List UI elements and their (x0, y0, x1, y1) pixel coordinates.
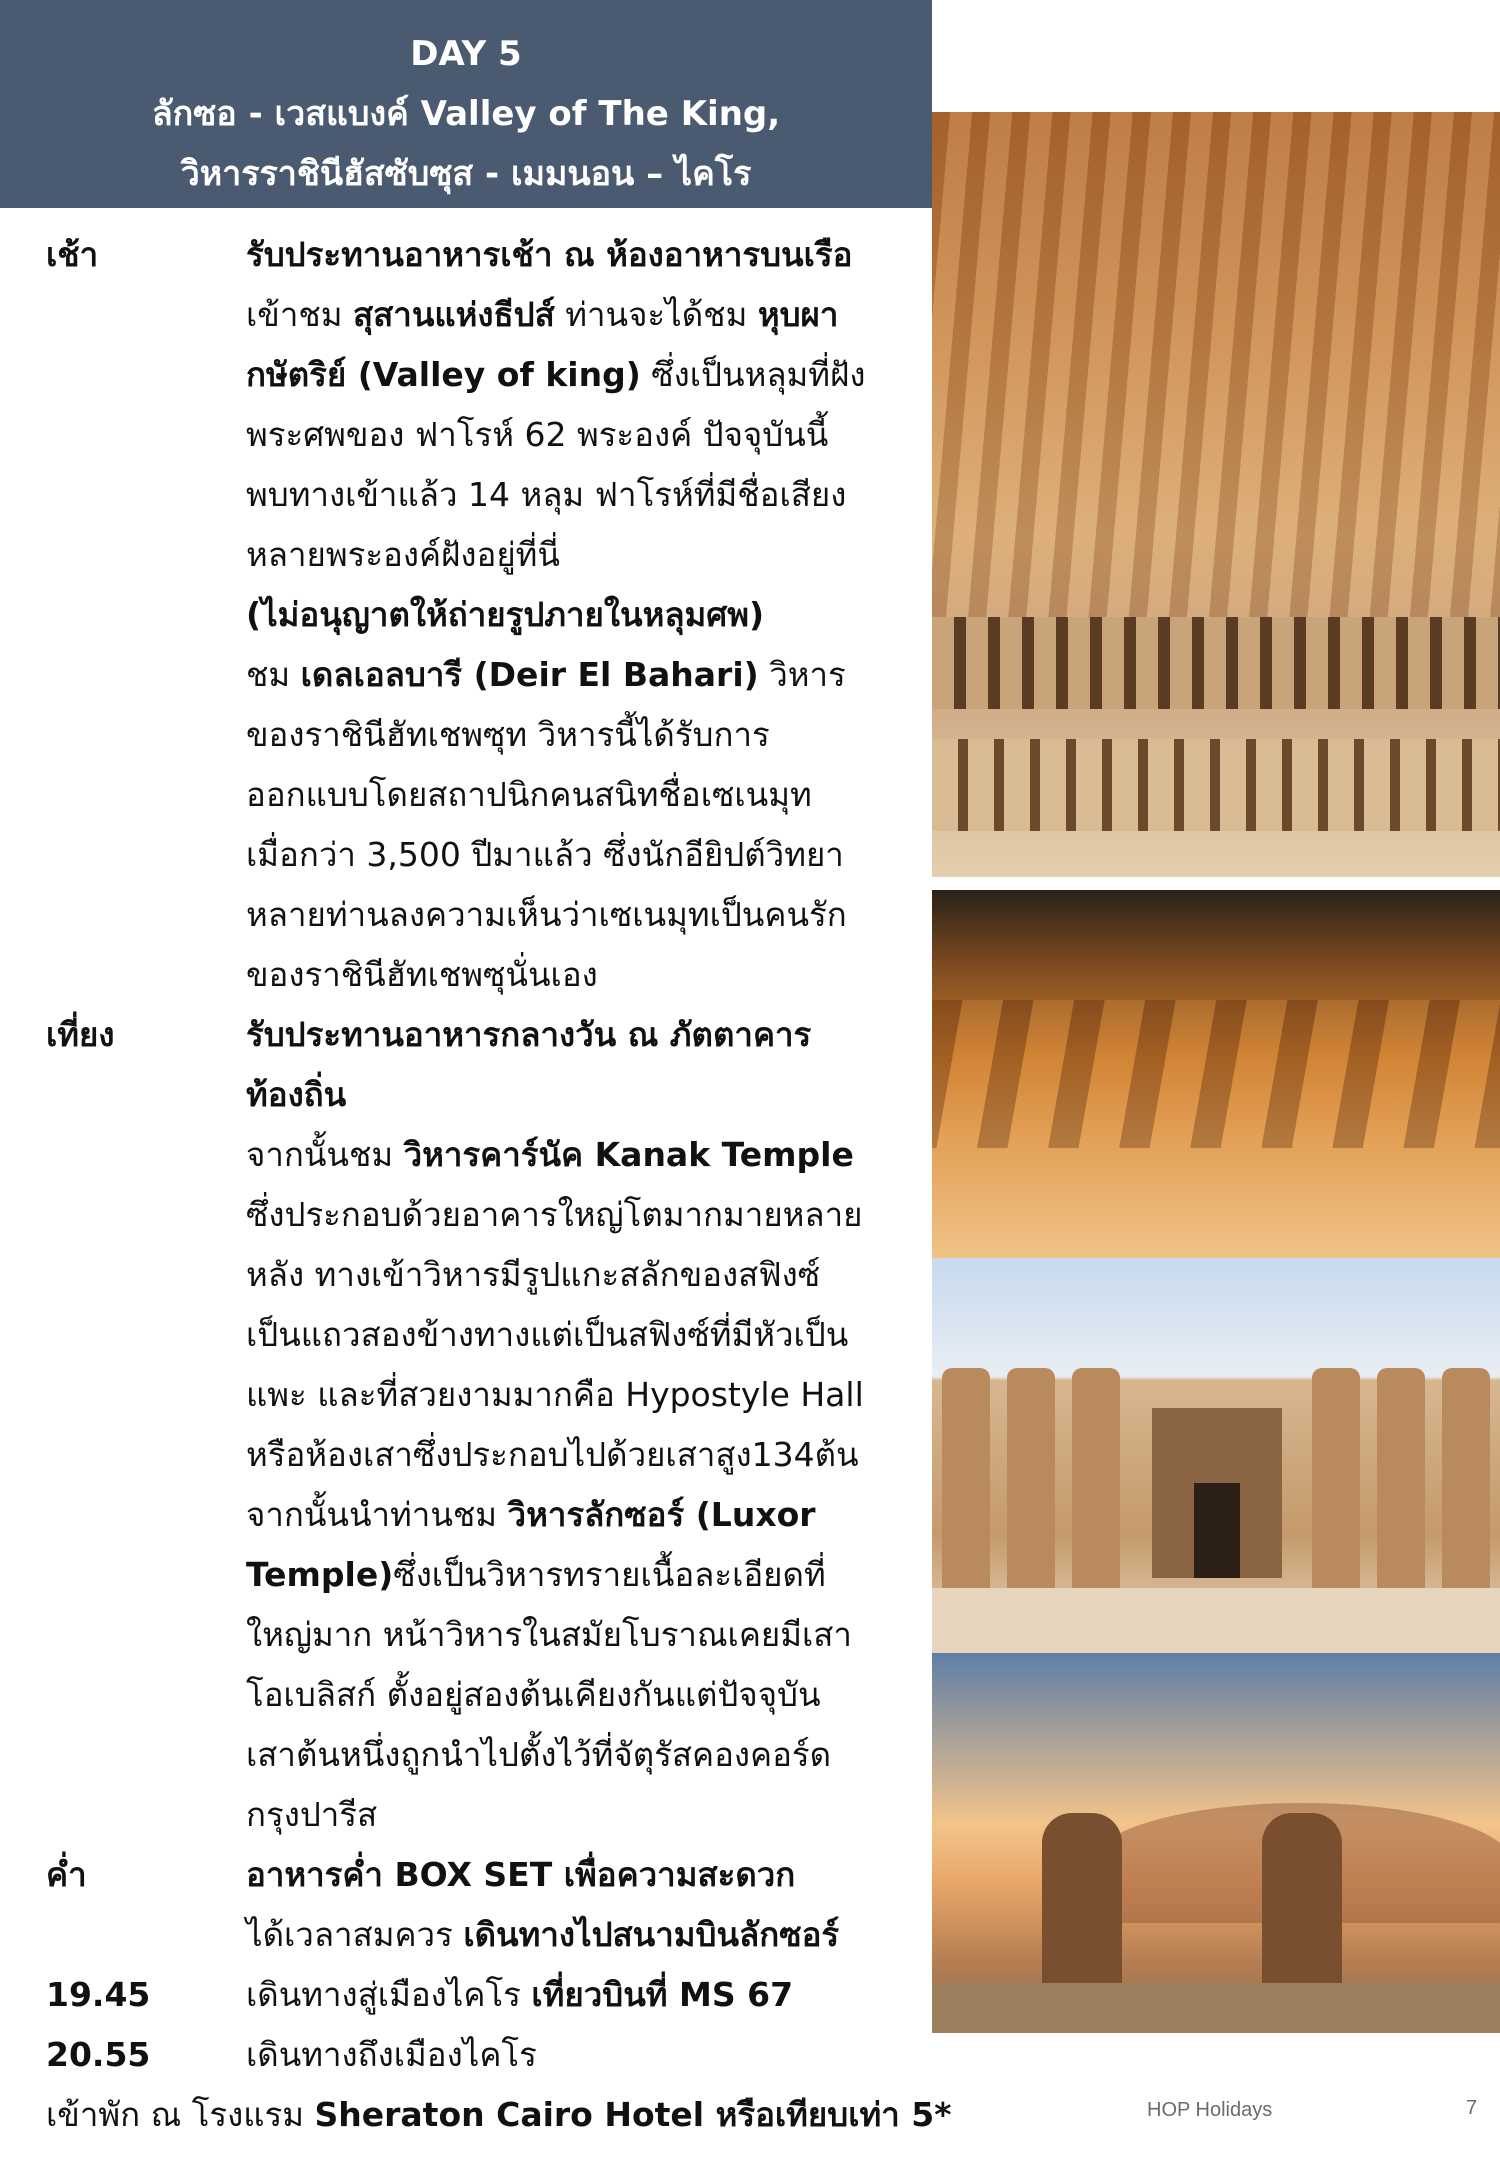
temple-door (1194, 1483, 1240, 1578)
morning-line-9: ของราชินีฮัทเชพซุท วิหารนี้ได้รับการ (246, 715, 770, 754)
ground-illustration (932, 1983, 1500, 2033)
text-run-bold: วิหารลักซอร์ (Luxor (507, 1495, 816, 1534)
photo-deir-el-bahari (932, 112, 1500, 877)
text-run-bold: สุสานแห่งธีปส์ (353, 295, 555, 334)
morning-line-11: เมื่อกว่า 3,500 ปีมาแล้ว ซึ่งนักอียิปต์วิทยา (246, 835, 844, 874)
label-time-1: 19.45 (46, 1975, 151, 2014)
text-run-bold: เดินทางไปสนามบินลักซอร์ (463, 1915, 840, 1954)
noon-line-10 (246, 1545, 826, 1605)
text-run: จากนั้นนำท่านชม (246, 1495, 508, 1534)
morning-line-8 (246, 645, 846, 705)
pillar-statue (942, 1368, 990, 1588)
photo-valley-of-kings (932, 890, 1500, 1258)
itinerary-line (46, 1005, 906, 1065)
itinerary-line (46, 1845, 906, 1905)
text-run-bold: Temple) (246, 1555, 394, 1594)
itinerary-line (46, 225, 906, 285)
text-run-bold: หุบผา (757, 295, 839, 334)
morning-line-10: ออกแบบโดยสถาปนิกคนสนิทชื่อเซเนมุท (246, 775, 812, 814)
noon-line-11: ใหญ่มาก หน้าวิหารในสมัยโบราณเคยมีเสา (246, 1615, 852, 1654)
itinerary-line (46, 645, 906, 705)
itinerary-line (46, 1365, 906, 1425)
noon-line-1: รับประทานอาหารกลางวัน ณ ภัตตาคาร (246, 1015, 812, 1054)
flight-line (246, 1965, 793, 2025)
itinerary-line (46, 1785, 906, 1845)
temple-terrace-illustration (932, 617, 1500, 709)
text-run: เดินทางสู่เมืองไคโร (246, 1975, 532, 2014)
arrival-line: เดินทางถึงเมืองไคโร (246, 2035, 537, 2074)
text-run-bold: วิหารคาร์นัค Kanak Temple (403, 1135, 854, 1174)
route-line-2: วิหารราชินีฮัสซับซุส - เมมนอน – ไคโร (180, 154, 752, 194)
itinerary-line (46, 525, 906, 585)
pillar-statue (1072, 1368, 1120, 1588)
temple-terrace-illustration (932, 739, 1500, 831)
morning-line-12: หลายท่านลงความเห็นว่าเซเนมุทเป็นคนรัก (246, 895, 847, 934)
cliff-illustration (932, 112, 1500, 663)
text-run: ได้เวลาสมควร (246, 1915, 464, 1954)
label-morning: เช้า (46, 235, 99, 274)
itinerary-line (46, 705, 906, 765)
itinerary-line (46, 1185, 906, 1245)
noon-line-4: ซึ่งประกอบด้วยอาคารใหญ่โตมากมายหลาย (246, 1195, 863, 1234)
text-run: ซึ่งเป็นวิหารทรายเนื้อละเอียดที่ (393, 1555, 826, 1594)
itinerary-line (46, 405, 906, 465)
text-run: จากนั้นชม (246, 1135, 404, 1174)
photo-karnak-temple (932, 1258, 1500, 1653)
text-run-bold: เที่ยวบินที่ MS 67 (531, 1975, 794, 2014)
noon-line-14: กรุงปารีส (246, 1795, 378, 1834)
itinerary-line (46, 1725, 906, 1785)
itinerary-line (46, 1905, 906, 1965)
hotel-line (46, 2085, 951, 2145)
itinerary-line (46, 1065, 906, 1125)
text-run-bold: Sheraton Cairo Hotel หรือเทียบเท่า 5* (314, 2095, 952, 2134)
itinerary-line (46, 1665, 906, 1725)
valley-illustration (932, 1000, 1500, 1147)
evening-line-1: อาหารค่ำ BOX SET เพื่อความสะดวก (246, 1855, 796, 1894)
noon-line-8: หรือห้องเสาซึ่งประกอบไปด้วยเสาสูง134ต้น (246, 1435, 859, 1474)
itinerary-line (46, 945, 906, 1005)
noon-line-6: เป็นแถวสองข้างทางแต่เป็นสฟิงซ์ที่มีหัวเป็น (246, 1315, 849, 1354)
morning-line-5: พบทางเข้าแล้ว 14 หลุม ฟาโรห์ที่มีชื่อเสียง (246, 475, 847, 514)
noon-line-2: ท้องถิ่น (246, 1075, 347, 1114)
itinerary-line (46, 1125, 906, 1185)
text-run: ท่านจะได้ชม (554, 295, 758, 334)
photo-colossi-of-memnon (932, 1653, 1500, 2033)
pillar-statue (1312, 1368, 1360, 1588)
itinerary-content (46, 225, 952, 2145)
itinerary-line (46, 1245, 906, 1305)
text-run: ซึ่งเป็นหลุมที่ฝัง (640, 355, 866, 394)
evening-line-2 (246, 1905, 839, 1965)
page-number: 7 (1466, 2097, 1478, 2119)
itinerary-line (46, 2085, 952, 2145)
noon-line-12: โอเบลิสก์ ตั้งอยู่สองต้นเคียงกันแต่ปัจจุบัน (246, 1675, 821, 1714)
route-line-1: ลักซอ - เวสแบงค์ Valley of The King, (151, 94, 781, 134)
text-run-bold: เดลเอลบารี (Deir El Bahari) (300, 655, 759, 694)
morning-line-4: พระศพของ ฟาโรห์ 62 พระองค์ ปัจจุบันนี้ (246, 415, 829, 454)
itinerary-line (46, 1965, 906, 2025)
noon-line-5: หลัง ทางเข้าวิหารมีรูปแกะสลักของสฟิงซ์ (246, 1255, 821, 1294)
itinerary-line (46, 1605, 906, 1665)
day-title: DAY 5 (410, 34, 522, 74)
itinerary-line (46, 2025, 906, 2085)
pillar-statue (1007, 1368, 1055, 1588)
itinerary-line (46, 1485, 906, 1545)
footer-brand: HOP Holidays (1147, 2099, 1273, 2121)
text-run: เข้าพัก ณ โรงแรม (46, 2095, 315, 2134)
courtyard-floor (932, 1588, 1500, 1653)
label-time-2: 20.55 (46, 2035, 151, 2074)
itinerary-line (46, 1305, 906, 1365)
itinerary-line (46, 765, 906, 825)
itinerary-line (46, 345, 906, 405)
text-run: เข้าชม (246, 295, 354, 334)
itinerary-line (46, 465, 906, 525)
morning-line-6: หลายพระองค์ฝังอยู่ที่นี่ (246, 535, 560, 574)
itinerary-line (46, 1545, 906, 1605)
morning-line-3 (246, 345, 866, 405)
noon-line-3 (246, 1125, 854, 1185)
morning-line-2 (246, 285, 838, 345)
text-run: ชม (246, 655, 301, 694)
morning-line-7: (ไม่อนุญาตให้ถ่ายรูปภายในหลุมศพ) (246, 595, 765, 634)
itinerary-line (46, 825, 906, 885)
noon-line-13: เสาต้นหนึ่งถูกนำไปตั้งไว้ที่จัตุรัสคองคอร์ด (246, 1735, 832, 1774)
itinerary-line (46, 1425, 906, 1485)
itinerary-line (46, 885, 906, 945)
morning-line-1: รับประทานอาหารเช้า ณ ห้องอาหารบนเรือ (246, 235, 853, 274)
pillar-statue (1377, 1368, 1425, 1588)
label-noon: เที่ยง (46, 1015, 115, 1054)
text-run: วิหาร (758, 655, 846, 694)
pillar-statue (1442, 1368, 1490, 1588)
noon-line-7: แพะ และที่สวยงามมากคือ Hypostyle Hall (246, 1375, 864, 1414)
day-header (0, 0, 932, 208)
itinerary-line (46, 285, 906, 345)
itinerary-line (46, 585, 906, 645)
text-run-bold: กษัตริย์ (Valley of king) (246, 355, 641, 394)
label-evening: ค่ำ (46, 1855, 87, 1894)
morning-line-13: ของราชินีฮัทเชพซุนั่นเอง (246, 955, 598, 994)
noon-line-9 (246, 1485, 816, 1545)
